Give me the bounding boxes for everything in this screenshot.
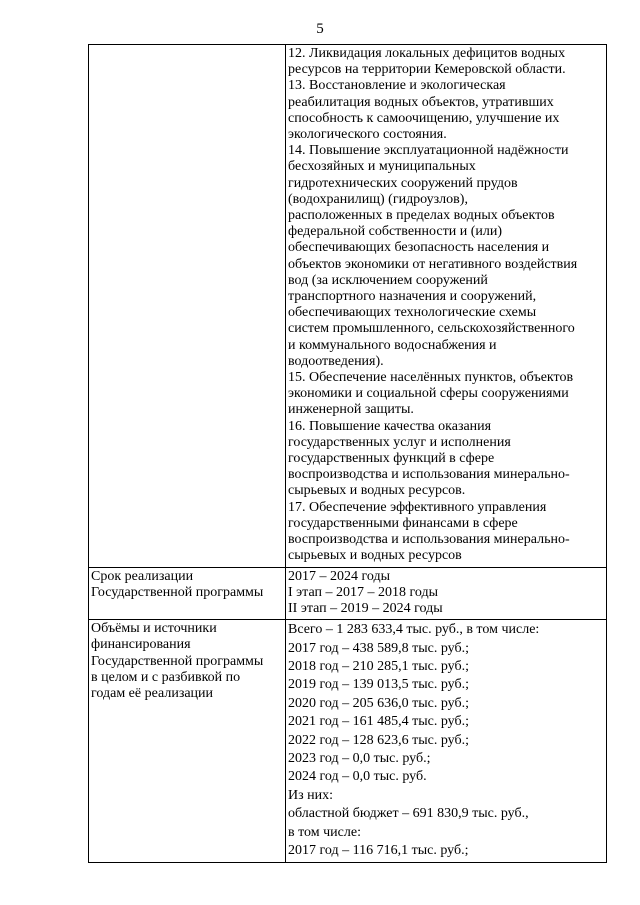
funding-label-line: финансирования — [91, 637, 191, 653]
funding-value-line: 2024 год – 0,0 тыс. руб. — [288, 769, 427, 785]
funding-value-line: 2017 год – 438 589,8 тыс. руб.; — [288, 640, 469, 656]
goals-line: систем промышленного, сельскохозяйственного — [288, 321, 575, 337]
goals-text-cell — [286, 45, 607, 568]
funding-value-line: Всего – 1 283 633,4 тыс. руб., в том числе: — [288, 622, 540, 638]
goals-line: экологического состояния. — [288, 127, 447, 143]
term-value-line: I этап – 2017 – 2018 годы — [288, 584, 439, 600]
funding-value-line: 2021 год – 161 485,4 тыс. руб.; — [288, 714, 469, 730]
funding-value-line: 2019 год – 139 013,5 тыс. руб.; — [288, 677, 469, 693]
goals-line: вод (за исключением сооружений — [288, 272, 488, 288]
term-label-line: Государственной программы — [91, 584, 264, 600]
funding-label-line: Объёмы и источники — [91, 621, 217, 637]
goals-row — [89, 45, 607, 568]
goals-line: 12. Ликвидация локальных дефицитов водных — [288, 46, 566, 61]
goals-line: 13. Восстановление и экологическая — [288, 78, 506, 94]
funding-label-line: годам её реализации — [91, 685, 214, 701]
goals-line: экономики и социальной сферы сооружениями — [288, 386, 569, 402]
goals-line: государственных услуг и исполнения — [288, 434, 511, 450]
goals-line: воспроизводства и использования минерально- — [288, 532, 570, 548]
funding-value-line: 2018 год – 210 285,1 тыс. руб.; — [288, 658, 469, 674]
term-value-line: II этап – 2019 – 2024 годы — [288, 600, 443, 616]
goals-line: государственными финансами в сфере — [288, 515, 518, 531]
goals-line: инженерной защиты. — [288, 402, 414, 418]
goals-line: и коммунального водоснабжения и — [288, 337, 497, 353]
funding-label-line: в целом и с разбивкой по — [91, 669, 241, 685]
goals-label-cell — [89, 45, 286, 568]
goals-line: 16. Повышение качества оказания — [288, 418, 492, 434]
goals-line: сырьевых и водных ресурсов — [288, 548, 462, 564]
goals-line: способность к самоочищению, улучшение их — [288, 110, 560, 126]
term-row — [89, 567, 607, 620]
funding-value-line: областной бюджет – 691 830,9 тыс. руб., — [288, 806, 529, 822]
goals-line: объектов экономики от негативного воздействия — [288, 256, 578, 272]
funding-value-cell — [286, 620, 607, 863]
funding-row — [89, 620, 607, 863]
term-label-cell — [89, 567, 286, 620]
goals-line: федеральной собственности и (или) — [288, 224, 502, 240]
goals-line: (водохранилищ) (гидроузлов), — [288, 191, 468, 207]
goals-line: расположенных в пределах водных объектов — [288, 208, 555, 224]
goals-line: воспроизводства и использования минерально- — [288, 467, 570, 483]
goals-line: сырьевых и водных ресурсов. — [288, 483, 466, 499]
page-number: 5 — [316, 21, 324, 37]
goals-line: 14. Повышение эксплуатационной надёжности — [288, 143, 569, 159]
funding-label-cell — [89, 620, 286, 863]
goals-line: государственных функций в сфере — [288, 451, 495, 467]
goals-line: водоотведения). — [288, 353, 384, 369]
goals-line: 17. Обеспечение эффективного управления — [288, 499, 547, 515]
program-passport-table — [88, 44, 607, 863]
funding-value-line: Из них: — [288, 787, 334, 803]
goals-line: транспортного назначения и сооружений, — [288, 289, 537, 305]
funding-value-line: 2023 год – 0,0 тыс. руб.; — [288, 750, 431, 766]
goals-line: обеспечивающих безопасность населения и — [288, 240, 550, 256]
funding-value-line: 2017 год – 116 716,1 тыс. руб.; — [288, 842, 469, 858]
goals-line: обеспечивающих технологические схемы — [288, 305, 537, 321]
goals-line: гидротехнических сооружений прудов — [288, 175, 518, 191]
funding-value-line: в том числе: — [288, 824, 361, 840]
goals-line: реабилитация водных объектов, утративших — [288, 94, 554, 110]
goals-line: ресурсов на территории Кемеровской области. — [288, 62, 566, 78]
goals-line: бесхозяйных и муниципальных — [288, 159, 476, 175]
funding-value-line: 2022 год – 128 623,6 тыс. руб.; — [288, 732, 469, 748]
term-value-cell — [286, 567, 607, 620]
term-label-line: Срок реализации — [91, 568, 194, 584]
term-value-line: 2017 – 2024 годы — [288, 568, 391, 584]
goals-line: 15. Обеспечение населённых пунктов, объектов — [288, 370, 574, 386]
funding-label-line: Государственной программы — [91, 653, 264, 669]
funding-value-line: 2020 год – 205 636,0 тыс. руб.; — [288, 695, 469, 711]
